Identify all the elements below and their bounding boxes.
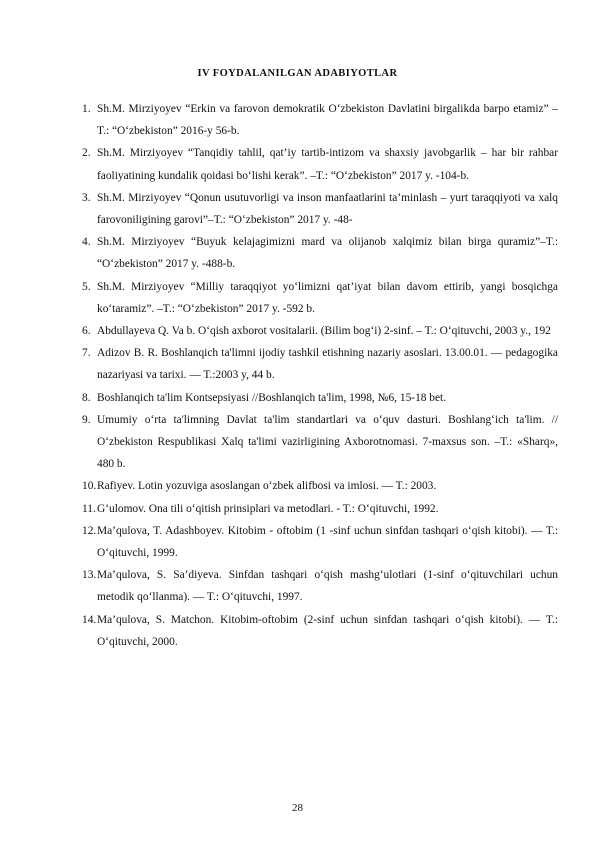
list-item (82, 609, 558, 653)
list-item (82, 142, 558, 186)
reference-number: 9. (82, 413, 91, 426)
list-item (82, 520, 558, 564)
reference-number: 13. (82, 569, 97, 582)
reference-number: 5. (82, 280, 91, 293)
reference-list (82, 98, 558, 653)
reference-number: 7. (82, 347, 91, 360)
reference-number: 10. (82, 480, 97, 493)
list-item (82, 475, 558, 497)
reference-text: Boshlanqich ta'lim Kontsepsiyasi //Boshlanqich ta'lim, 1998, №6, 15-18 bet. (97, 391, 447, 404)
reference-text: Rafiyev. Lotin yozuviga asoslangan o‘zbek alifbosi va imlosi. — T.: 2003. (97, 480, 437, 493)
reference-text: Adizov B. R. Boshlanqich ta'limni ijodiy tashkil etishning nazariy asoslari. 13.00.01. — pedagogika nazariyasi va tarixi. — T.:2003 y, 44 b. (97, 347, 558, 382)
list-item (82, 231, 558, 275)
list-item (82, 320, 558, 342)
reference-text: Umumiy o‘rta ta'limning Davlat ta'lim standartlari va o‘quv dasturi. Boshlang‘ich ta'lim. // O‘zbekiston Respublikasi Xalq ta'limi vazirligining Axborotnomasi. 7-maxsus son. –T.: «Sharq», 480 b. (97, 413, 558, 471)
reference-number: 3. (82, 191, 91, 204)
reference-number: 4. (82, 236, 91, 249)
list-item (82, 409, 558, 476)
list-item (82, 276, 558, 320)
page-number: 28 (292, 802, 303, 814)
list-item (82, 387, 558, 409)
reference-text: Sh.M. Mirziyoyev “Tanqidiy tahlil, qat’iy tartib-intizom va shaxsiy javobgarlik – har bir rahbar faoliyatining kundalik qoidasi bo‘lishi kerak”. –T.: “O‘zbekiston” 2017 y. -104-b. (97, 147, 558, 182)
reference-number: 1. (82, 103, 91, 115)
reference-number: 14. (82, 613, 97, 626)
reference-number: 6. (82, 325, 91, 338)
reference-text: Ma’qulova, T. Adashboyev. Kitobim - oftobim (1 -sinf uchun sinfdan tashqari o‘qish kitobi). — T.: O‘qituvchi, 1999. (97, 524, 558, 560)
list-item (82, 187, 558, 231)
reference-text: Sh.M. Mirziyoyev “Qonun usutuvorligi va inson manfaatlarini ta’minlash – yurt taraqqiyoti va xalq farovoniligining garovi”–T.: “O‘zbekiston” 2017 y. -48- (97, 191, 558, 227)
reference-text: Ma’qulova, S. Sa’diyeva. Sinfdan tashqari o‘qish mashg‘ulotlari (1-sinf o‘qituvchilari uchun metodik qo‘llanma). — T.: O‘qituvchi, 1997. (97, 569, 558, 604)
reference-text: Sh.M. Mirziyoyev “Erkin va farovon demokratik O‘zbekiston Davlatini birgalikda barpo etamiz” –T.: “O‘zbekiston” 2016-y 56-b. (97, 103, 558, 138)
reference-text: Sh.M. Mirziyoyev “Buyuk kelajagimizni mard va olijanob xalqimiz bilan birga quramiz”–T.: “O‘zbekiston” 2017 y. -488-b. (97, 236, 558, 271)
reference-number: 11. (82, 502, 96, 515)
reference-text: Ma’qulova, S. Matchon. Kitobim-oftobim (2-sinf uchun sinfdan tashqari o‘qish kitobi). — T.: O‘qituvchi, 2000. (97, 613, 558, 648)
list-item (82, 342, 558, 386)
list-item (82, 98, 558, 142)
reference-number: 8. (82, 391, 91, 404)
page-title: IV FOYDALANILGAN ADABIYOTLAR (197, 68, 398, 79)
reference-number: 2. (82, 147, 91, 160)
reference-number: 12. (82, 524, 97, 537)
list-item (82, 498, 558, 520)
reference-text: Sh.M. Mirziyoyev “Milliy taraqqiyot yo‘limizni qat’iyat bilan davom ettirib, yangi bosqichga ko‘taramiz”. –T.: “O‘zbekiston” 2017 y. -592 b. (97, 280, 558, 315)
list-item (82, 564, 558, 608)
reference-text: G‘ulomov. Ona tili o‘qitish prinsiplari va metodlari. - T.: O‘qituvchi, 1992. (97, 502, 439, 515)
reference-text: Abdullayeva Q. Va b. O‘qish axborot vositalarii. (Bilim bog‘i) 2-sinf. – T.: O‘qituvchi, 2003 y., 192 (97, 325, 551, 338)
